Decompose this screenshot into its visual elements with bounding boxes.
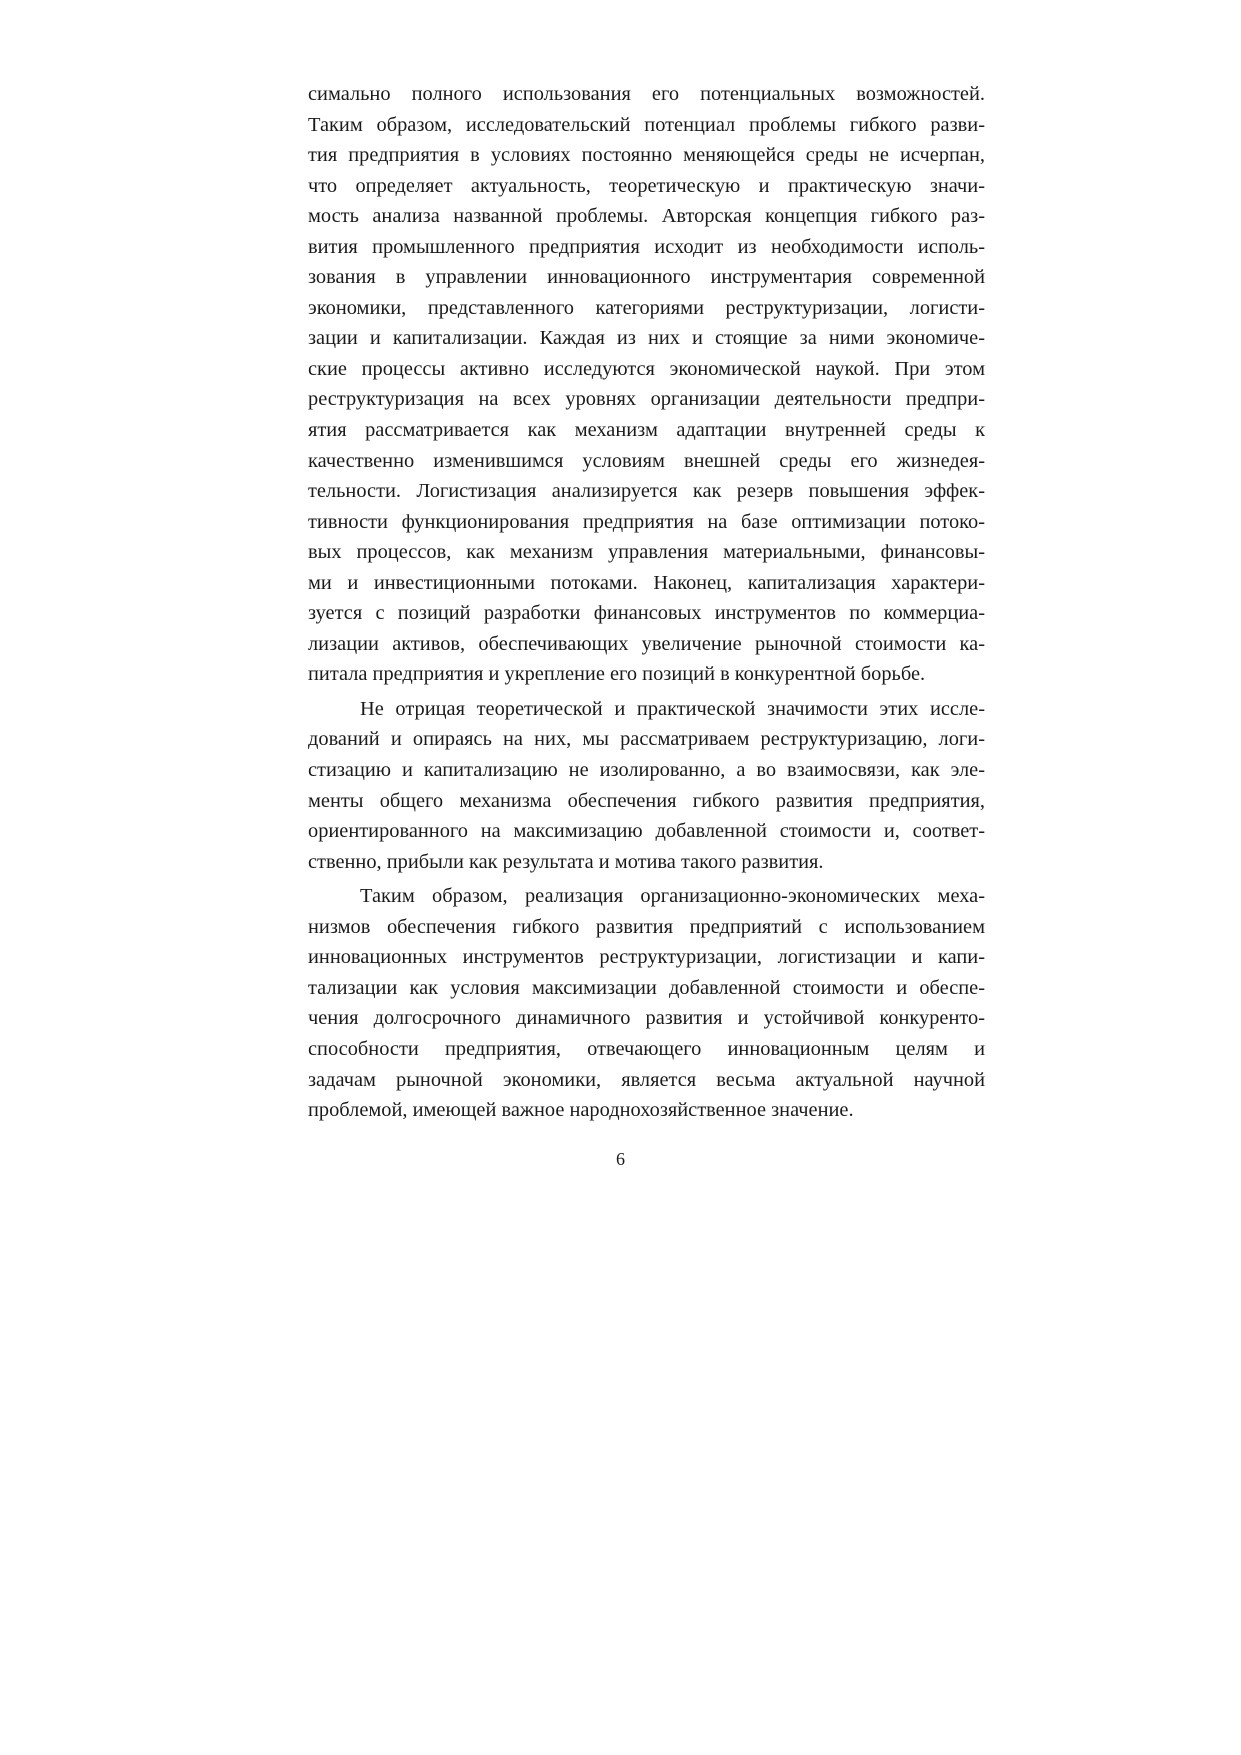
paragraph-2 [308, 694, 985, 877]
text-line: тельности. Логистизация анализируется как резерв повышения эффек- [308, 480, 985, 503]
paragraph-1 [308, 79, 985, 690]
text-line: реструктуризация на всех уровнях организации деятельности предпри- [308, 388, 985, 411]
text-line: ятия рассматривается как механизм адаптации внутренней среды к [308, 419, 985, 442]
text-line: стизацию и капитализацию не изолированно, а во взаимосвязи, как эле- [308, 759, 985, 782]
text-line: менты общего механизма обеспечения гибкого развития предприятия, [308, 789, 985, 812]
text-line: тия предприятия в условиях постоянно меняющейся среды не исчерпан, [308, 144, 985, 167]
text-line: зования в управлении инновационного инструментария современной [308, 266, 985, 289]
text-line: ские процессы активно исследуются экономической наукой. При этом [308, 357, 985, 380]
text-line: Таким образом, реализация организационно-экономических меха- [360, 885, 985, 908]
text-line: ми и инвестиционными потоками. Наконец, капитализация характери- [308, 571, 985, 594]
text-line: тивности функционирования предприятия на базе оптимизации потоко- [308, 510, 985, 533]
text-line: чения долгосрочного динамичного развития и устойчивой конкуренто- [308, 1007, 985, 1030]
text-line: мость анализа названной проблемы. Авторская концепция гибкого раз- [308, 205, 985, 228]
text-line: дований и опираясь на них, мы рассматриваем реструктуризацию, логи- [308, 728, 985, 751]
text-line: тализации как условия максимизации добавленной стоимости и обеспе- [308, 976, 985, 999]
text-line: Не отрицая теоретической и практической значимости этих иссле- [360, 697, 985, 720]
text-line: инновационных инструментов реструктуризации, логистизации и капи- [308, 946, 985, 969]
text-line: что определяет актуальность, теоретическую и практическую значи- [308, 174, 985, 197]
text-line: низмов обеспечения гибкого развития предприятий с использованием [308, 915, 985, 938]
text-line: проблемой, имеющей важное народнохозяйственное значение. [308, 1099, 854, 1122]
text-line: качественно изменившимся условиям внешней среды его жизнедея- [308, 449, 985, 472]
body-text [308, 79, 985, 1126]
page-number: 6 [616, 1149, 625, 1169]
text-line: лизации активов, обеспечивающих увеличение рыночной стоимости ка- [308, 632, 985, 655]
text-line: вых процессов, как механизм управления материальными, финансовы- [308, 541, 985, 564]
text-line: способности предприятия, отвечающего инновационным целям и [308, 1037, 985, 1060]
text-line: симально полного использования его потенциальных возможностей. [308, 83, 985, 105]
text-line: ственно, прибыли как результата и мотива такого развития. [308, 850, 824, 873]
text-line: ориентированного на максимизацию добавленной стоимости и, соответ- [308, 820, 985, 843]
text-line: Таким образом, исследовательский потенциал проблемы гибкого разви- [308, 113, 985, 136]
text-line: зуется с позиций разработки финансовых инструментов по коммерциа- [308, 602, 985, 625]
text-line: задачам рыночной экономики, является весьма актуальной научной [308, 1068, 985, 1091]
text-line: зации и капитализации. Каждая из них и стоящие за ними экономиче- [308, 327, 985, 350]
text-line: питала предприятия и укрепление его позиций в конкурентной борьбе. [308, 663, 926, 686]
paragraph-3 [308, 881, 985, 1125]
text-line: экономики, представленного категориями реструктуризации, логисти- [308, 296, 985, 319]
text-line: вития промышленного предприятия исходит из необходимости исполь- [308, 235, 985, 258]
